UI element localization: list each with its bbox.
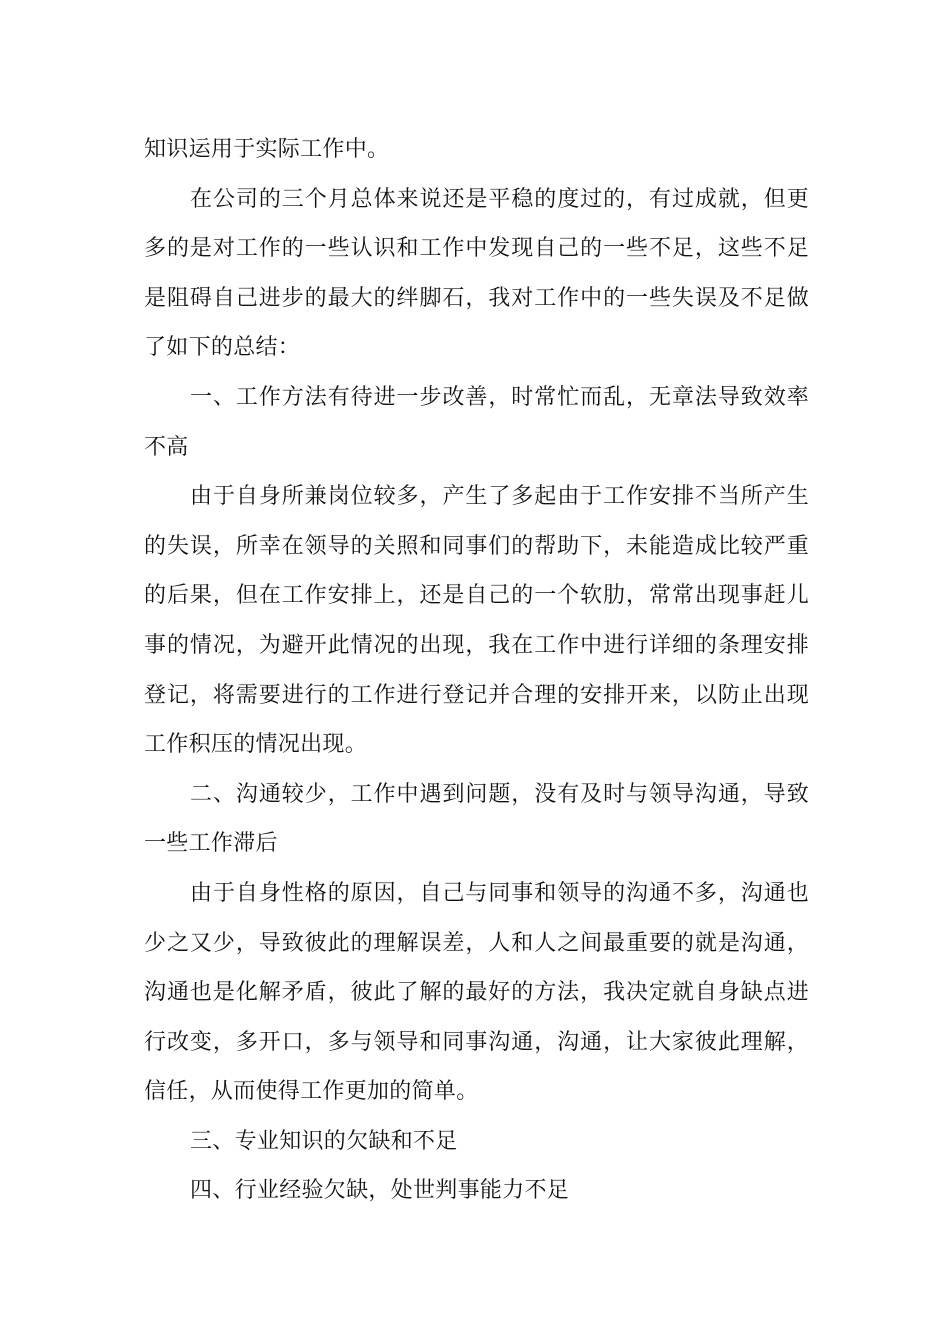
paragraph-continuation: 知识运用于实际工作中。 — [144, 137, 390, 162]
heading-point-four: 四、行业经验欠缺，处世判事能力不足 — [190, 1178, 570, 1204]
paragraph-summary-intro: 在公司的三个月总体来说还是平稳的度过的，有过成就，但更多的是对工作的一些认识和工作中发现自己的一些不足，这些不足是阻碍自己进步的最大的绊脚石，我对工作中的一些失误及不足做了如下的总结： — [144, 186, 809, 361]
heading-point-three: 三、专业知识的欠缺和不足 — [190, 1128, 458, 1154]
paragraph-point-two-detail: 由于自身性格的原因，自己与同事和领导的沟通不多，沟通也少之又少，导致彼此的理解误差，人和人之间最重要的就是沟通，沟通也是化解矛盾，彼此了解的最好的方法，我决定就自身缺点进行改变，多开口，多与领导和同事沟通，沟通，让大家彼此理解，信任，从而使得工作更加的简单。 — [144, 880, 809, 1105]
paragraph-point-one-detail: 由于自身所兼岗位较多，产生了多起由于工作安排不当所产生的失误，所幸在领导的关照和同事们的帮助下，未能造成比较严重的后果，但在工作安排上，还是自己的一个软肋，常常出现事赶儿事的情况，为避开此情况的出现，我在工作中进行详细的条理安排登记，将需要进行的工作进行登记并合理的安排开来，以防止出现工作积压的情况出现。 — [144, 484, 809, 758]
heading-point-one: 一、工作方法有待进一步改善，时常忙而乱，无章法导致效率不高 — [144, 384, 809, 460]
heading-point-two: 二、沟通较少，工作中遇到问题，没有及时与领导沟通，导致一些工作滞后 — [144, 781, 809, 857]
document-body — [144, 125, 809, 1216]
